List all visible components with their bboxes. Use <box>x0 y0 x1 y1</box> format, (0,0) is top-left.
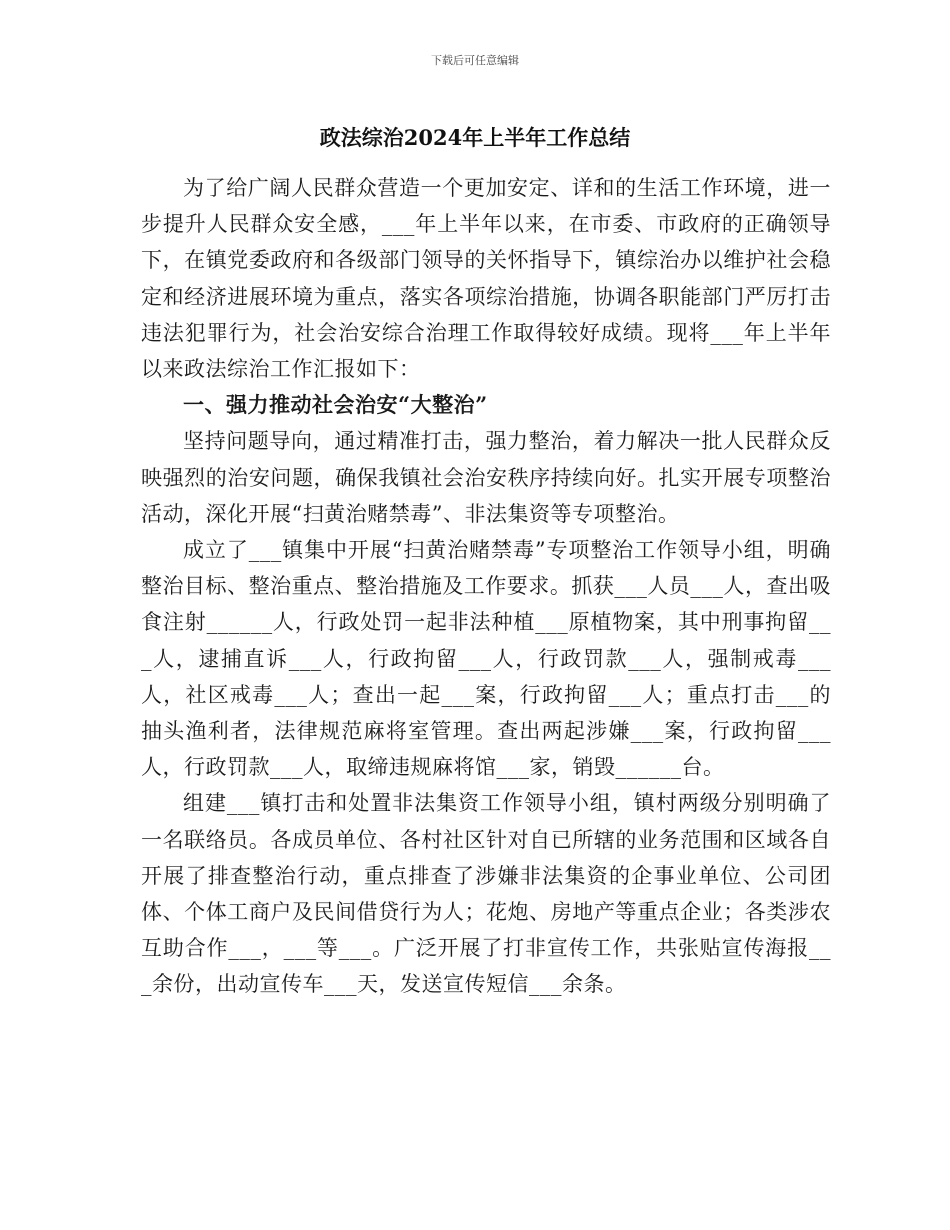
body-paragraph: 坚持问题导向，通过精准打击，强力整治，着力解决一批人民群众反映强烈的治安问题，确保我镇社会治安秩序持续向好。扎实开展专项整治活动，深化开展“扫黄治赌禁毒”、非法集资等专项整治。 <box>141 429 831 526</box>
document-body <box>141 170 831 1003</box>
section-heading: 一、强力推动社会治安“大整治” <box>183 392 488 418</box>
page-header-note: 下载后可任意编辑 <box>431 54 519 67</box>
intro-paragraph: 为了给广阔人民群众营造一个更加安定、详和的生活工作环境，进一步提升人民群众安全感，___年上半年以来，在市委、市政府的正确领导下，在镇党委政府和各级部门领导的关怀指导下，镇综治办以维护社会稳定和经济进展环境为重点，落实各项综治措施，协调各职能部门严厉打击违法犯罪行为，社会治安综合治理工作取得较好成绩。现将___年上半年以来政法综治工作汇报如下： <box>141 176 831 382</box>
document-title: 政法综治2024年上半年工作总结 <box>319 125 631 150</box>
body-paragraph: 组建___镇打击和处置非法集资工作领导小组，镇村两级分别明确了一名联络员。各成员单位、各村社区针对自已所辖的业务范围和区域各自开展了排查整治行动，重点排查了涉嫌非法集资的企事业单位、公司团体、个体工商户及民间借贷行为人；花炮、房地产等重点企业；各类涉农互助合作___，___等___。广泛开展了打非宣传工作，共张贴宣传海报___余份，出动宣传车___天，发送宣传短信___余条。 <box>141 791 831 997</box>
body-paragraph: 成立了___镇集中开展“扫黄治赌禁毒”专项整治工作领导小组，明确整治目标、整治重点、整治措施及工作要求。抓获___人员___人，查出吸食注射______人，行政处罚一起非法种植___原植物案，其中刑事拘留___人，逮捕直诉___人，行政拘留___人，行政罚款___人，强制戒毒___人，社区戒毒___人；查出一起___案，行政拘留___人；重点打击___的抽头渔利者，法律规范麻将室管理。查出两起涉嫌___案，行政拘留___人，行政罚款___人，取缔违规麻将馆___家，销毁______台。 <box>141 538 831 780</box>
